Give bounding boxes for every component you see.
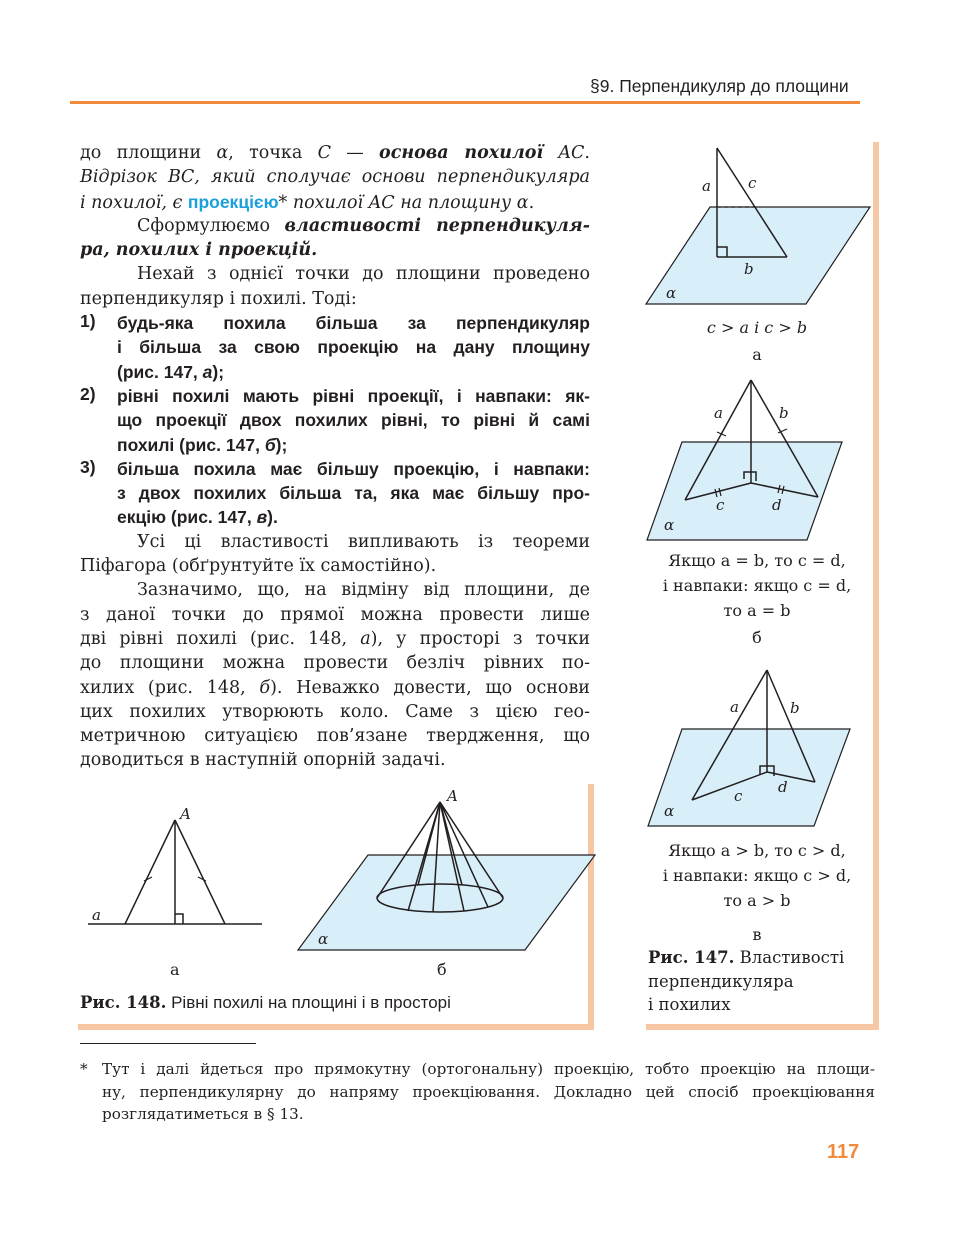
figure-147c-caption-line: і навпаки: якщо c > d,: [662, 866, 852, 885]
label-a: a: [702, 177, 711, 195]
label-A: A: [180, 805, 191, 823]
label-b: b: [790, 699, 800, 717]
figure-147a-caption: c > a і c > b: [706, 318, 808, 337]
text-line: і похилої, є проекцією* похилої AC на площину α.: [80, 191, 535, 213]
label-c: c: [716, 496, 725, 514]
figure-147b: [647, 380, 842, 540]
label-b: b: [779, 404, 789, 422]
figure-147-frame-right: [873, 142, 879, 1030]
text-line: дві рівні похилі (рис. 148, а), у просторі з точки: [80, 628, 591, 649]
label-c: c: [734, 787, 743, 805]
label-a: a: [92, 906, 101, 924]
label-A: A: [447, 787, 458, 805]
running-header: §9. Перпендикуляр до площини: [590, 76, 849, 96]
figure-147c-caption-line: Якщо a > b, то c > d,: [668, 841, 846, 860]
figure-147a-sublabel: а: [752, 345, 762, 364]
figure-147a: [646, 148, 870, 304]
figure-147b-caption-line: Якщо a = b, то c = d,: [668, 551, 846, 570]
text-line: Зазначимо, що, на відміну від площини, де: [137, 580, 590, 601]
text-line: до площини можна провести безліч рівних по-: [80, 653, 590, 674]
footnote-line: ну, перпендикулярну до напряму проекціювання. Докладно цей спосіб проекціювання: [102, 1082, 875, 1101]
label-c: c: [748, 174, 757, 192]
label-alpha: α: [664, 516, 675, 534]
label-a: a: [714, 404, 723, 422]
footnote: * Тут і далі йдеться про прямокутну (ортогональну) проекцію, тобто проекцію на площи- ну, перпендикулярну до напряму проекціювання. Докладно цей спосіб проекціювання розглядатиметься в § 13.: [80, 1058, 875, 1126]
label-a: a: [730, 698, 739, 716]
label-d: d: [778, 778, 788, 796]
label-d: d: [772, 496, 782, 514]
keyword-projection: проекцією: [187, 191, 279, 212]
label-alpha: α: [664, 802, 675, 820]
footnote-line: Тут і далі йдеться про прямокутну (ортогональну) проекцію, тобто проекцію на площи-: [102, 1060, 875, 1078]
figure-147b-caption-line: то a = b: [723, 601, 791, 620]
text-line: до площини α, точка C — основа похилої AC.: [80, 143, 590, 163]
text-line: Сформулюємо властивості перпендикуля-: [137, 215, 590, 236]
text-line: цих похилих утворюють коло. Саме з цією гео-: [80, 701, 590, 722]
term-base-of-oblique: основа похилої: [379, 143, 544, 163]
label-alpha: α: [666, 284, 677, 302]
text-line: метричною ситуацією пов’язане твердження, що: [80, 726, 590, 747]
text-line: ра, похилих і проекцій.: [80, 240, 318, 261]
figure-147b-caption-line: і навпаки: якщо c = d,: [662, 576, 852, 595]
figure-147-caption: Рис. 147. Властивості перпендикуляра і похилих: [648, 948, 845, 1014]
figure-147c-caption-line: то a > b: [723, 891, 791, 910]
page-number: 117: [827, 1141, 860, 1163]
footnote-line: розглядатиметься в § 13.: [102, 1105, 304, 1124]
figure-148a: [88, 820, 262, 924]
list-item: 2) рівні похилі мають рівні проекції, і навпаки: як- що проекції двох похилих рівні, то рівні й самі похилі (рис. 147, б);: [80, 383, 590, 455]
figure-147c-sublabel: в: [752, 925, 762, 944]
figure-148a-sublabel: а: [170, 960, 180, 979]
figure-147b-sublabel: б: [752, 628, 762, 647]
figure-148b-sublabel: б: [437, 960, 447, 979]
figure-148-caption: Рис. 148. Рівні похилі на площині і в просторі: [80, 993, 451, 1012]
text-line: Нехай з однієї точки до площини проведено: [137, 264, 590, 285]
text-line: перпендикуляр і похилі. Тоді:: [80, 288, 357, 309]
text-line: хилих (рис. 148, б). Неважко довести, що основи: [80, 677, 590, 698]
list-item: 3) більша похила має більшу проекцію, і навпаки: з двох похилих більша та, яка має більшу про- екцію (рис. 147, в).: [80, 456, 590, 528]
label-b: b: [744, 260, 754, 278]
label-alpha: α: [318, 930, 329, 948]
text-line: з даної точки до прямої можна провести лише: [80, 604, 590, 625]
text-line: Відрізок ВС, який сполучає основи перпендикуляра: [80, 167, 590, 188]
text-line: Піфагора (обґрунтуйте їх самостійно).: [80, 556, 437, 577]
list-item: 1) будь-яка похила більша за перпендикуляр і більша за свою проекцію на дану площину (рис. 147, а);: [80, 311, 590, 382]
footnote-rule: [80, 1043, 256, 1044]
figure-148b: [298, 802, 595, 950]
text-line: доводиться в наступній опорній задачі.: [80, 750, 446, 771]
figure-147-frame-bottom: [646, 1024, 879, 1030]
text-line: Усі ці властивості випливають із теореми: [137, 531, 590, 552]
figure-147c: [648, 670, 850, 826]
